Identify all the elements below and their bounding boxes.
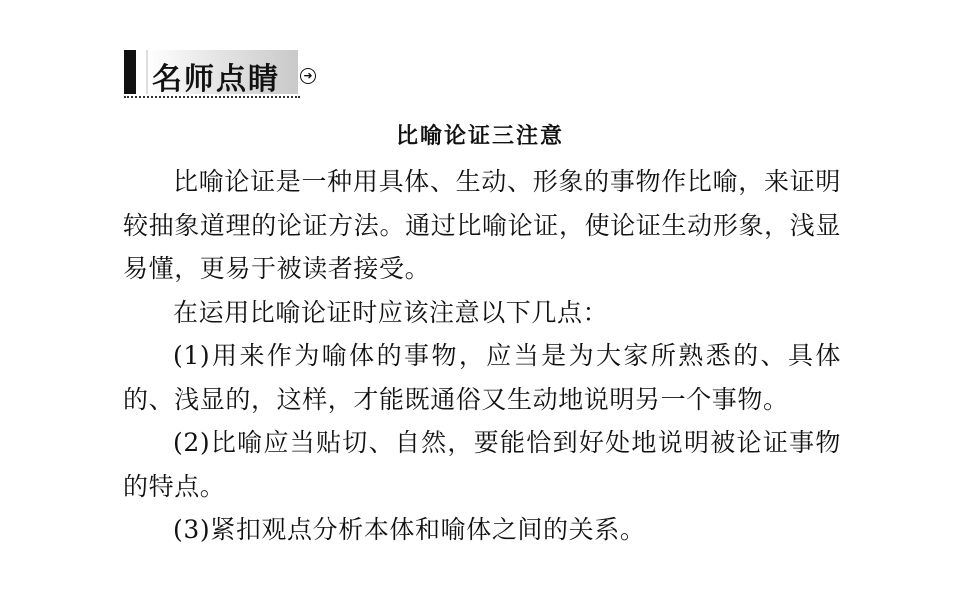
paragraph-intro: 比喻论证是一种用具体、生动、形象的事物作比喻，来证明较抽象道理的论证方法。通过比喻论证，使论证生动形象，浅显易懂，更易于被读者接受。 [123, 167, 841, 283]
header-bar-decoration [124, 50, 136, 94]
header-dotted-underline [124, 96, 300, 98]
article-body [123, 160, 841, 552]
header-label: 名师点睛 [152, 62, 280, 97]
paragraph-lead: 在运用比喻论证时应该注意以下几点： [173, 297, 609, 327]
paragraph-point-3: (3)紧扣观点分析本体和喻体之间的关系。 [173, 515, 646, 544]
article-title: 比喻论证三注意 [395, 124, 564, 149]
paragraph-point-2: (2)比喻应当贴切、自然，要能恰到好处地说明被论证事物的特点。 [123, 428, 841, 501]
circle-arrow-right-icon: ➜ [300, 68, 316, 84]
paragraph-point-1: (1)用来作为喻体的事物，应当是为大家所熟悉的、具体的、浅显的，这样，才能既通俗又生动地说明另一个事物。 [123, 341, 841, 414]
section-header [124, 46, 314, 98]
